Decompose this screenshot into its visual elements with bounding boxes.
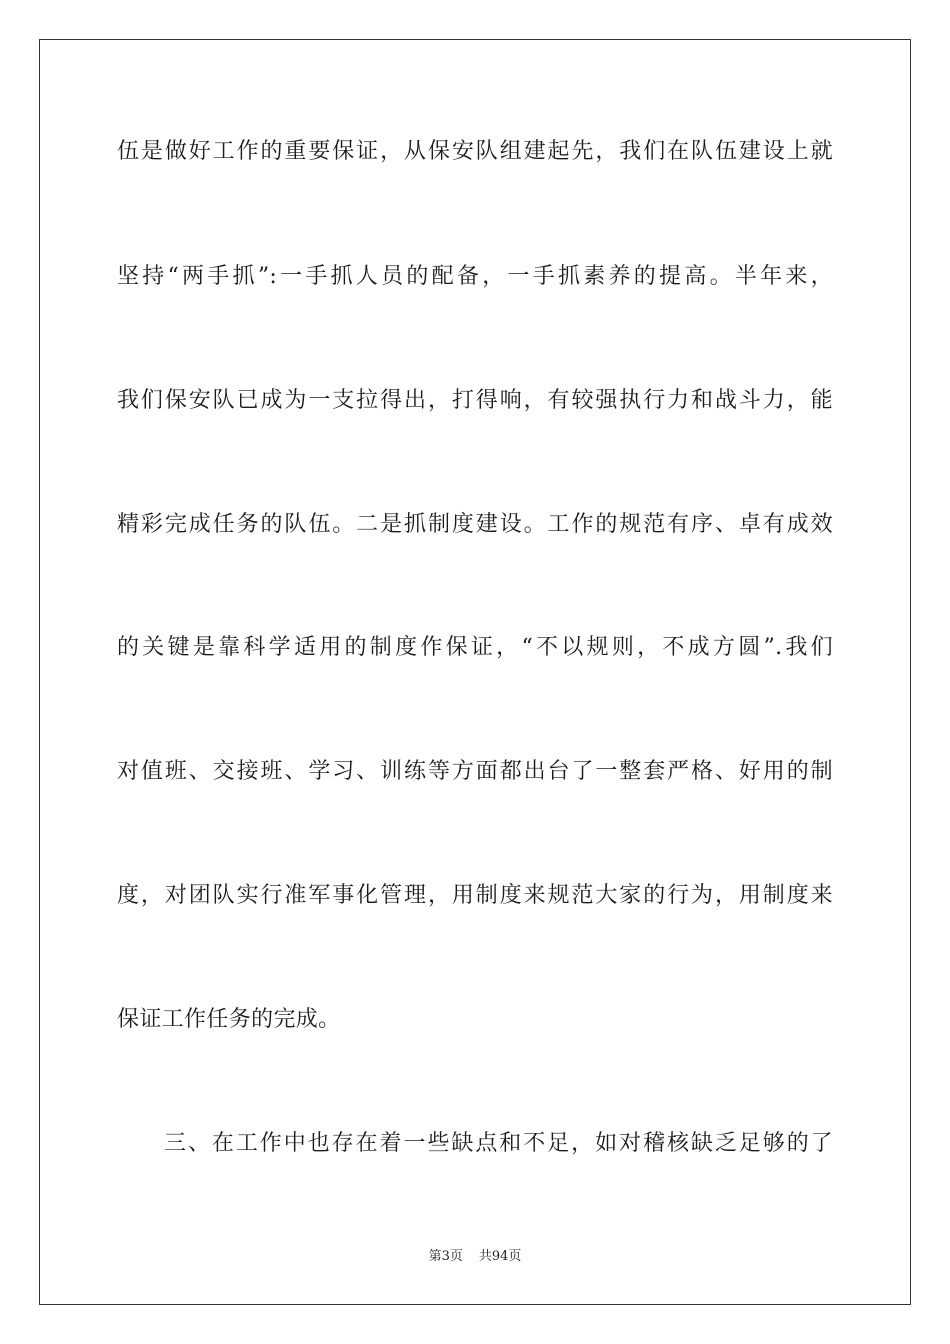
body-text-line: 伍是做好工作的重要保证，从保安队组建起先，我们在队伍建设上就 [117,139,833,164]
paragraph-start-line: 三、在工作中也存在着一些缺点和不足，如对稽核缺乏足够的了 [164,1131,833,1156]
body-text-line: 坚持“两手抓”:一手抓人员的配备，一手抓素养的提高。半年来， [117,264,833,289]
page-border [39,39,911,1305]
body-text-line: 对值班、交接班、学习、训练等方面都出台了一整套严格、好用的制 [117,759,833,784]
body-text-line: 保证工作任务的完成。 [117,1007,341,1032]
body-text-line: 我们保安队已成为一支拉得出，打得响，有较强执行力和战斗力，能 [117,388,833,413]
body-text-line: 的关键是靠科学适用的制度作保证，“不以规则，不成方圆”.我们 [117,635,833,660]
page-number: 第3页 [428,1249,463,1264]
body-text-line: 度，对团队实行准军事化管理，用制度来规范大家的行为，用制度来 [117,883,833,908]
body-text-line: 精彩完成任务的队伍。二是抓制度建设。工作的规范有序、卓有成效 [117,512,833,537]
page-total: 共94页 [478,1249,522,1264]
page-footer [0,1248,950,1266]
